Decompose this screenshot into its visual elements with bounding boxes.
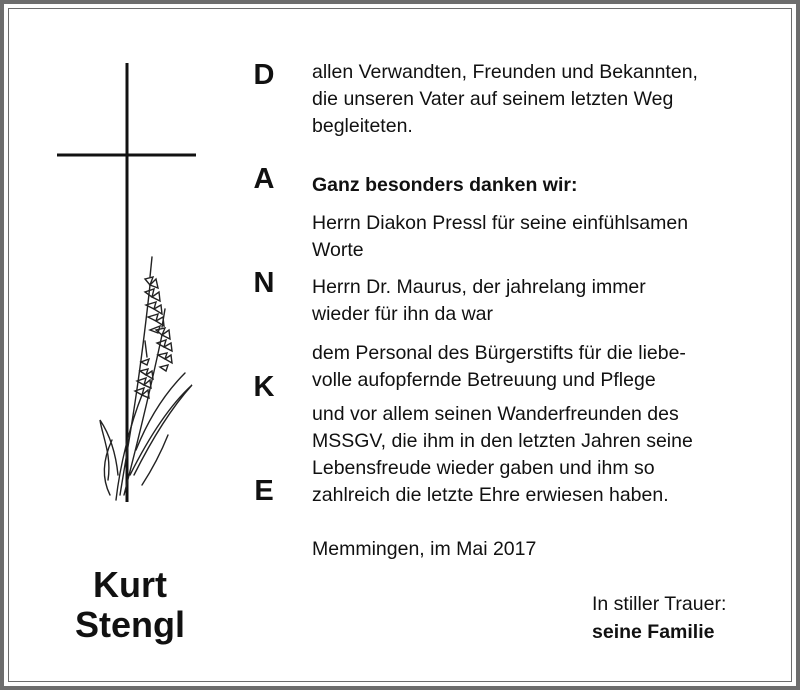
- thanks-line: Herrn Dr. Maurus, der jahrelang immer: [312, 276, 646, 298]
- thanks-line: dem Personal des Bürgerstifts für die liebe-: [312, 342, 686, 364]
- special-thanks-heading: Ganz besonders danken wir:: [312, 174, 578, 196]
- thanks-item: [312, 340, 686, 394]
- intro-line: die unseren Vater auf seinem letzten Weg: [312, 88, 674, 110]
- intro-line: allen Verwandten, Freunden und Bekannten,: [312, 61, 698, 83]
- signature-line-1: In stiller Trauer:: [592, 593, 727, 615]
- danke-letter-n: N: [253, 267, 275, 299]
- place-date: Memmingen, im Mai 2017: [312, 538, 537, 560]
- intro-line: begleiteten.: [312, 115, 413, 137]
- thanks-line: MSSGV, die ihm in den letzten Jahren seine: [312, 430, 693, 452]
- thanks-item: [312, 274, 646, 328]
- thanks-line: wieder für ihn da war: [312, 303, 494, 325]
- thanks-line: und vor allem seinen Wanderfreunden des: [312, 403, 679, 425]
- deceased-first-name: Kurt: [93, 564, 167, 605]
- thanks-line: zahlreich die letzte Ehre erwiesen haben.: [312, 484, 669, 506]
- deceased-last-name: Stengl: [74, 604, 185, 645]
- danke-letter-k: K: [253, 371, 275, 403]
- thanks-line: volle aufopfernde Betreuung und Pflege: [312, 369, 656, 391]
- signature-line-2: seine Familie: [592, 621, 715, 643]
- danke-letter-d: D: [253, 59, 275, 91]
- danke-letter-e: E: [254, 475, 274, 507]
- danke-letter-a: A: [253, 163, 275, 195]
- thanks-line: Lebensfreude wieder gaben und ihm so: [312, 457, 655, 479]
- thanks-item: [312, 210, 688, 264]
- thanks-item: [312, 401, 693, 509]
- intro-paragraph: [312, 59, 698, 140]
- cross-icon: [50, 55, 210, 510]
- thanks-line: Worte: [312, 239, 364, 261]
- thanks-line: Herrn Diakon Pressl für seine einfühlsamen: [312, 212, 689, 234]
- wheat-icon: [100, 257, 192, 500]
